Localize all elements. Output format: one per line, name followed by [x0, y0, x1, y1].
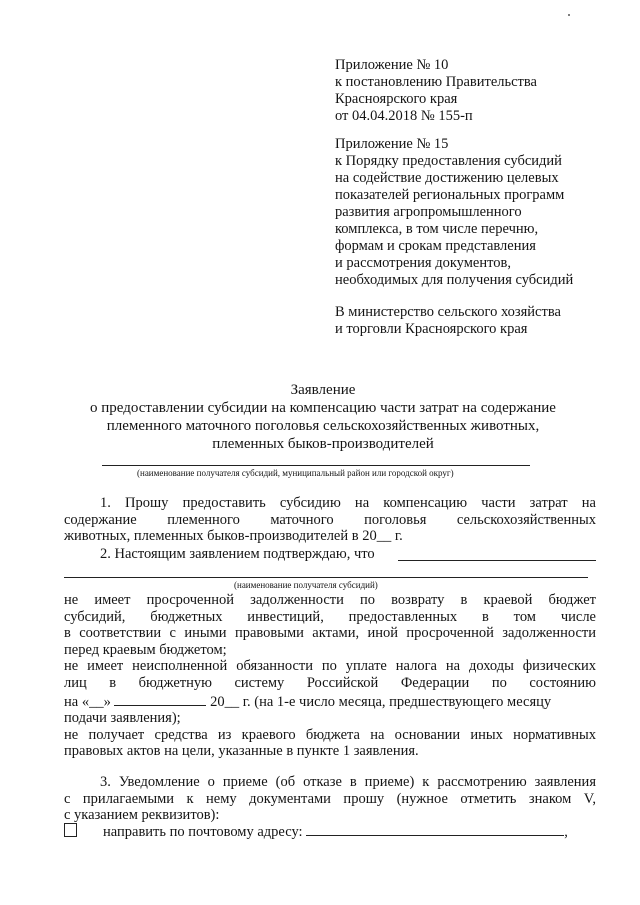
- recipient-info-field[interactable]: [102, 465, 530, 466]
- recipient-name-field-end[interactable]: [398, 560, 596, 561]
- recipient-line: и торговли Красноярского края: [335, 321, 528, 337]
- paragraph-line: содержание племенного маточного поголовья сельскохозяйственных: [64, 511, 596, 528]
- date-prefix: на «__»: [64, 693, 111, 710]
- postal-option-label: направить по почтовому адресу:: [103, 824, 303, 840]
- title-line: племенных быков-производителей: [212, 436, 434, 452]
- postal-address-field[interactable]: [306, 822, 564, 836]
- annex-15-block: [335, 136, 625, 289]
- paragraph-line: не имеет неисполненной обязанности по уплате налога на доходы физических: [64, 658, 596, 675]
- annex-15-line: на содействие достижению целевых: [335, 170, 559, 186]
- date-suffix: 20__ г. (на 1-е число месяца, предшествующего месяцу: [210, 693, 552, 710]
- title-line: племенного маточного поголовья сельскохозяйственных животных,: [106, 418, 540, 434]
- recipient-name-caption: (наименование получателя субсидий): [234, 580, 378, 590]
- paragraph-line: подачи заявления);: [64, 710, 181, 727]
- paragraph-line: с указанием реквизитов):: [64, 807, 220, 824]
- annex-15-line: формам и срокам представления: [335, 238, 536, 254]
- document-title: [40, 381, 606, 453]
- scan-speck: [568, 14, 570, 16]
- annex-10-line: от 04.04.2018 № 155-п: [335, 108, 473, 124]
- header-annotations: [335, 57, 625, 338]
- paragraph-line: перед краевым бюджетом;: [64, 641, 227, 658]
- recipient-ministry: [335, 304, 625, 338]
- paragraph-line: в соответствии с иными правовыми актами, иной просроченной задолженности: [64, 625, 596, 642]
- postal-option-row: [64, 822, 604, 841]
- date-line: [64, 692, 596, 711]
- paragraph-line: животных, племенных быков-производителей в 20__ г.: [64, 528, 403, 545]
- annex-15-line: и рассмотрения документов,: [335, 255, 511, 271]
- annex-10-block: [335, 57, 625, 125]
- recipient-info-caption: (наименование получателя субсидий, муниципальный район или городской округ): [137, 468, 454, 478]
- annex-15-line: развития агропромышленного: [335, 204, 522, 220]
- paragraph-line: с прилагаемыми к нему документами прошу (нужное отметить знаком V,: [64, 790, 596, 807]
- annex-15-line: показателей региональных программ: [335, 187, 565, 203]
- paragraph-line: 3. Уведомление о приеме (об отказе в приеме) к рассмотрению заявления: [100, 774, 596, 790]
- paragraph-3: [64, 774, 596, 824]
- paragraph-1: [64, 495, 596, 545]
- date-month-field[interactable]: [114, 692, 206, 706]
- paragraph-line: субсидий, бюджетных инвестиций, предоставленных в том числе: [64, 608, 596, 625]
- annex-15-line: Приложение № 15: [335, 136, 449, 152]
- annex-15-line: комплекса, в том числе перечню,: [335, 221, 539, 237]
- title-line: о предоставлении субсидии на компенсацию части затрат на содержание: [90, 400, 556, 416]
- paragraph-line: лиц в бюджетную систему Российской Федерации по состоянию: [64, 674, 596, 691]
- paragraph-2-intro: 2. Настоящим заявлением подтверждаю, что: [100, 546, 375, 562]
- annex-15-line: к Порядку предоставления субсидий: [335, 153, 562, 169]
- paragraph-2-conditions: [64, 592, 596, 760]
- recipient-line: В министерство сельского хозяйства: [335, 304, 561, 320]
- annex-10-line: к постановлению Правительства: [335, 74, 537, 90]
- paragraph-line: правовых актов на цели, указанные в пункте 1 заявления.: [64, 743, 419, 760]
- postal-option-checkbox[interactable]: [64, 823, 77, 837]
- title-heading: Заявление: [290, 382, 356, 398]
- recipient-name-field[interactable]: [64, 577, 588, 578]
- paragraph-line: 1. Прошу предоставить субсидию на компенсацию части затрат на: [100, 495, 596, 511]
- postal-option-end: ,: [564, 824, 568, 840]
- annex-10-line: Красноярского края: [335, 91, 458, 107]
- paragraph-line: не имеет просроченной задолженности по возврату в краевой бюджет: [64, 592, 596, 608]
- annex-10-line: Приложение № 10: [335, 57, 449, 73]
- annex-15-line: необходимых для получения субсидий: [335, 272, 574, 288]
- paragraph-line: не получает средства из краевого бюджета на основании иных нормативных: [64, 726, 596, 743]
